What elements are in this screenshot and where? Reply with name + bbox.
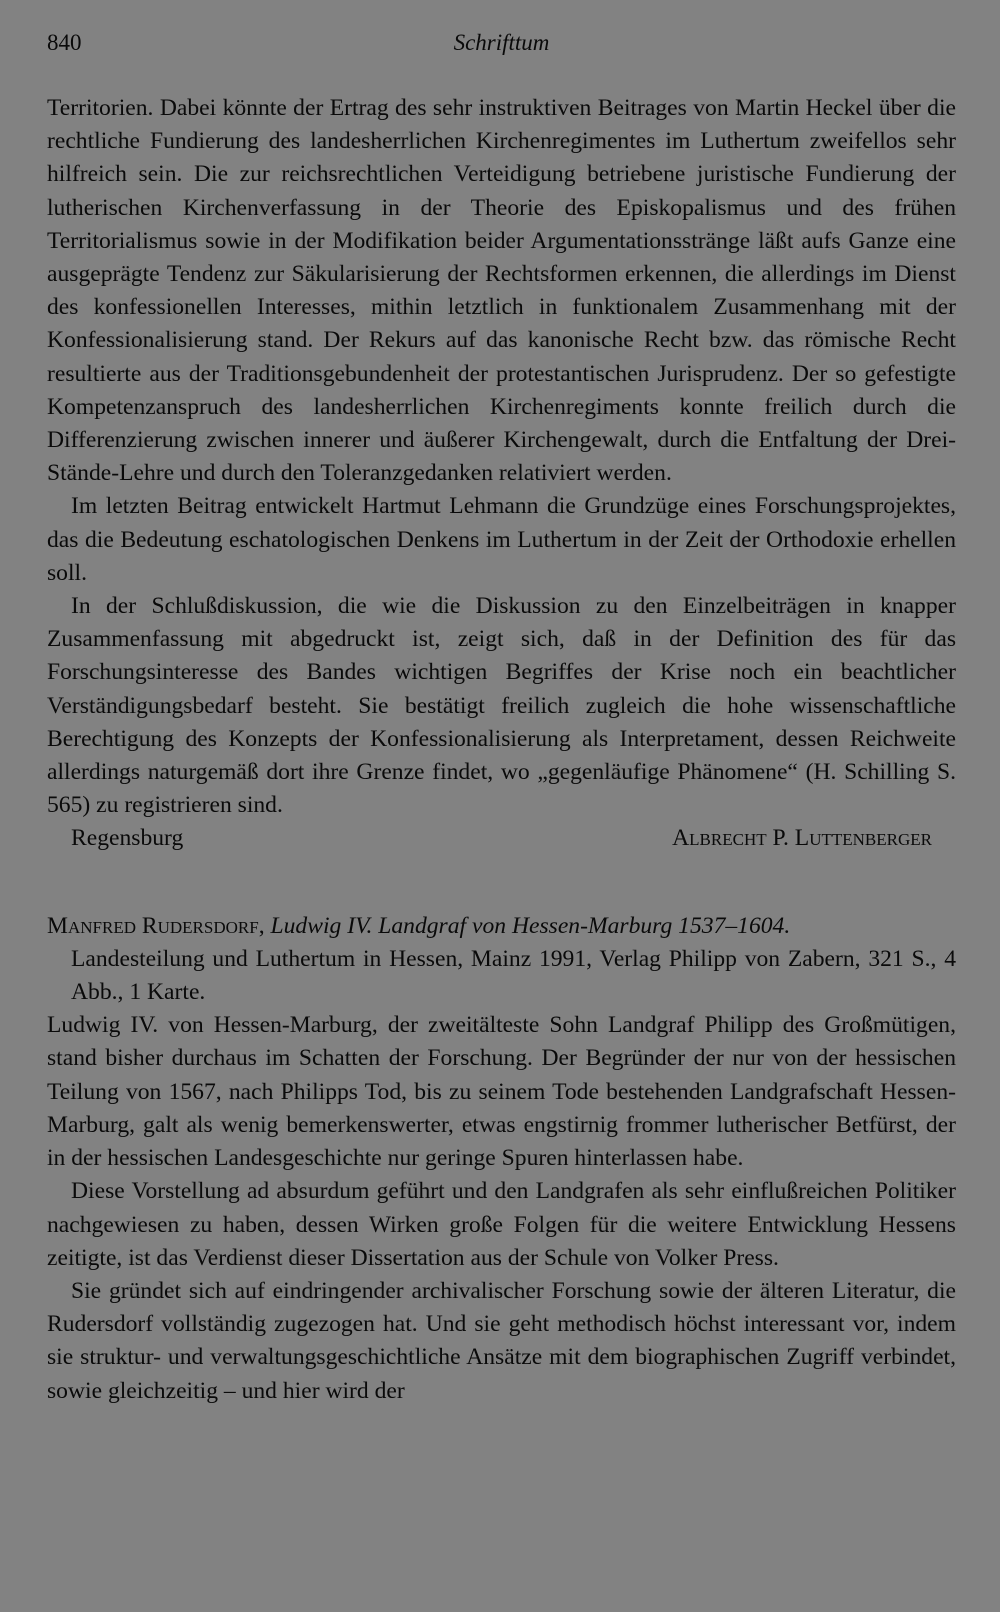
- book-title: Ludwig IV. Landgraf von Hessen-Marburg 1537–1604.: [270, 912, 791, 939]
- review-2-paragraph-2: Diese Vorstellung ad absurdum geführt und den Landgrafen als sehr einflußreichen Politiker nachgewiesen zu haben, dessen Wirken große Folgen für die weitere Entwicklung Hessens zeitigte, ist das Verdienst dieser Dissertation aus der Schule von Volker Press.: [47, 1178, 956, 1271]
- review-2-paragraph-1: Ludwig IV. von Hessen-Marburg, der zweitälteste Sohn Landgraf Philipp des Großmütigen, stand bisher durchaus im Schatten der Forschung. Der Begründer der nur von der hessischen Teilung von 1567, nach Philipps Tod, bis zu seinem Tode bestehenden Landgrafschaft Hessen-Marburg, galt als wenig bemerkenswerter, etwas engstirnig frommer lutherischer Betfürst, der in der hessischen Landesgeschichte nur geringe Spuren hinterlassen habe.: [47, 1012, 956, 1172]
- book-bibliography: Landesteilung und Luthertum in Hessen, Mainz 1991, Verlag Philipp von Zabern, 321 S., 4 Abb., 1 Karte.: [71, 945, 956, 1006]
- page-number: 840: [47, 30, 82, 55]
- book-author: Manfred Rudersdorf,: [47, 912, 265, 939]
- review-1-paragraph-3: In der Schlußdiskussion, die wie die Diskussion zu den Einzelbeiträgen in knapper Zusammenfassung mit abgedruckt ist, zeigt sich, daß in der Definition des für das Forschungsinteresse des Bandes wichtigen Begriffes der Krise noch ein beachtlicher Verständigungsbedarf besteht. Sie bestätigt freilich zugleich die hohe wissenschaftliche Berechtigung des Konzepts der Konfessionalisierung als Interpretament, dessen Reichweite allerdings naturgemäß dort ihre Grenze findet, wo „gegenläufige Phänomene“ (H. Schilling S. 565) zu registrieren sind.: [47, 593, 956, 819]
- review-2: [47, 910, 956, 1408]
- reviewer-place: Regensburg: [71, 825, 184, 852]
- review-2-heading: [47, 910, 956, 943]
- running-title: Schrifttum: [453, 30, 550, 55]
- section-gap: [47, 856, 956, 910]
- running-head: [47, 30, 956, 70]
- review-1: [47, 92, 956, 856]
- review-1-paragraph-1: Territorien. Dabei könnte der Ertrag des sehr instruktiven Beitrages von Martin Heckel über die rechtliche Fundierung des landesherrlichen Kirchenregimentes im Luthertum zweifellos sehr hilfreich sein. Die zur reichsrechtlichen Verteidigung betriebene juristische Fundierung der lutherischen Kirchenverfassung in der Theorie des Episkopalismus und des frühen Territorialismus sowie in der Modifikation beider Argumentationsstränge läßt aufs Ganze eine ausgeprägte Tendenz zur Säkularisierung der Rechtsformen erkennen, die allerdings im Dienst des konfessionellen Interesses, mithin letztlich in funktionalem Zusammenhang mit der Konfessionalisierung stand. Der Rekurs auf das kanonische Recht bzw. das römische Recht resultierte aus der Traditionsgebundenheit der protestantischen Jurisprudenz. Der so gefestigte Kompetenzanspruch des landesherrlichen Kirchenregiments konnte freilich durch die Differenzierung zwischen innerer und äußerer Kirchengewalt, durch die Entfaltung der Drei-Stände-Lehre und durch den Toleranzgedanken relativiert werden.: [47, 95, 956, 487]
- review-1-paragraph-2: Im letzten Beitrag entwickelt Hartmut Lehmann die Grundzüge eines Forschungsprojektes, das die Bedeutung eschatologischen Denkens im Luthertum in der Zeit der Orthodoxie erhellen soll.: [47, 493, 956, 586]
- review-1-signature: [47, 822, 956, 855]
- review-2-paragraph-3: Sie gründet sich auf eindringender archivalischer Forschung sowie der älteren Literatur, die Rudersdorf vollständig zugezogen hat. Und sie geht methodisch höchst interessant vor, indem sie struktur- und verwaltungsgeschichtliche Ansätze mit dem biographischen Zugriff verbindet, sowie gleichzeitig – und hier wird der: [47, 1277, 956, 1404]
- reviewer-name: Albrecht P. Luttenberger: [672, 825, 932, 852]
- page: [47, 30, 956, 1408]
